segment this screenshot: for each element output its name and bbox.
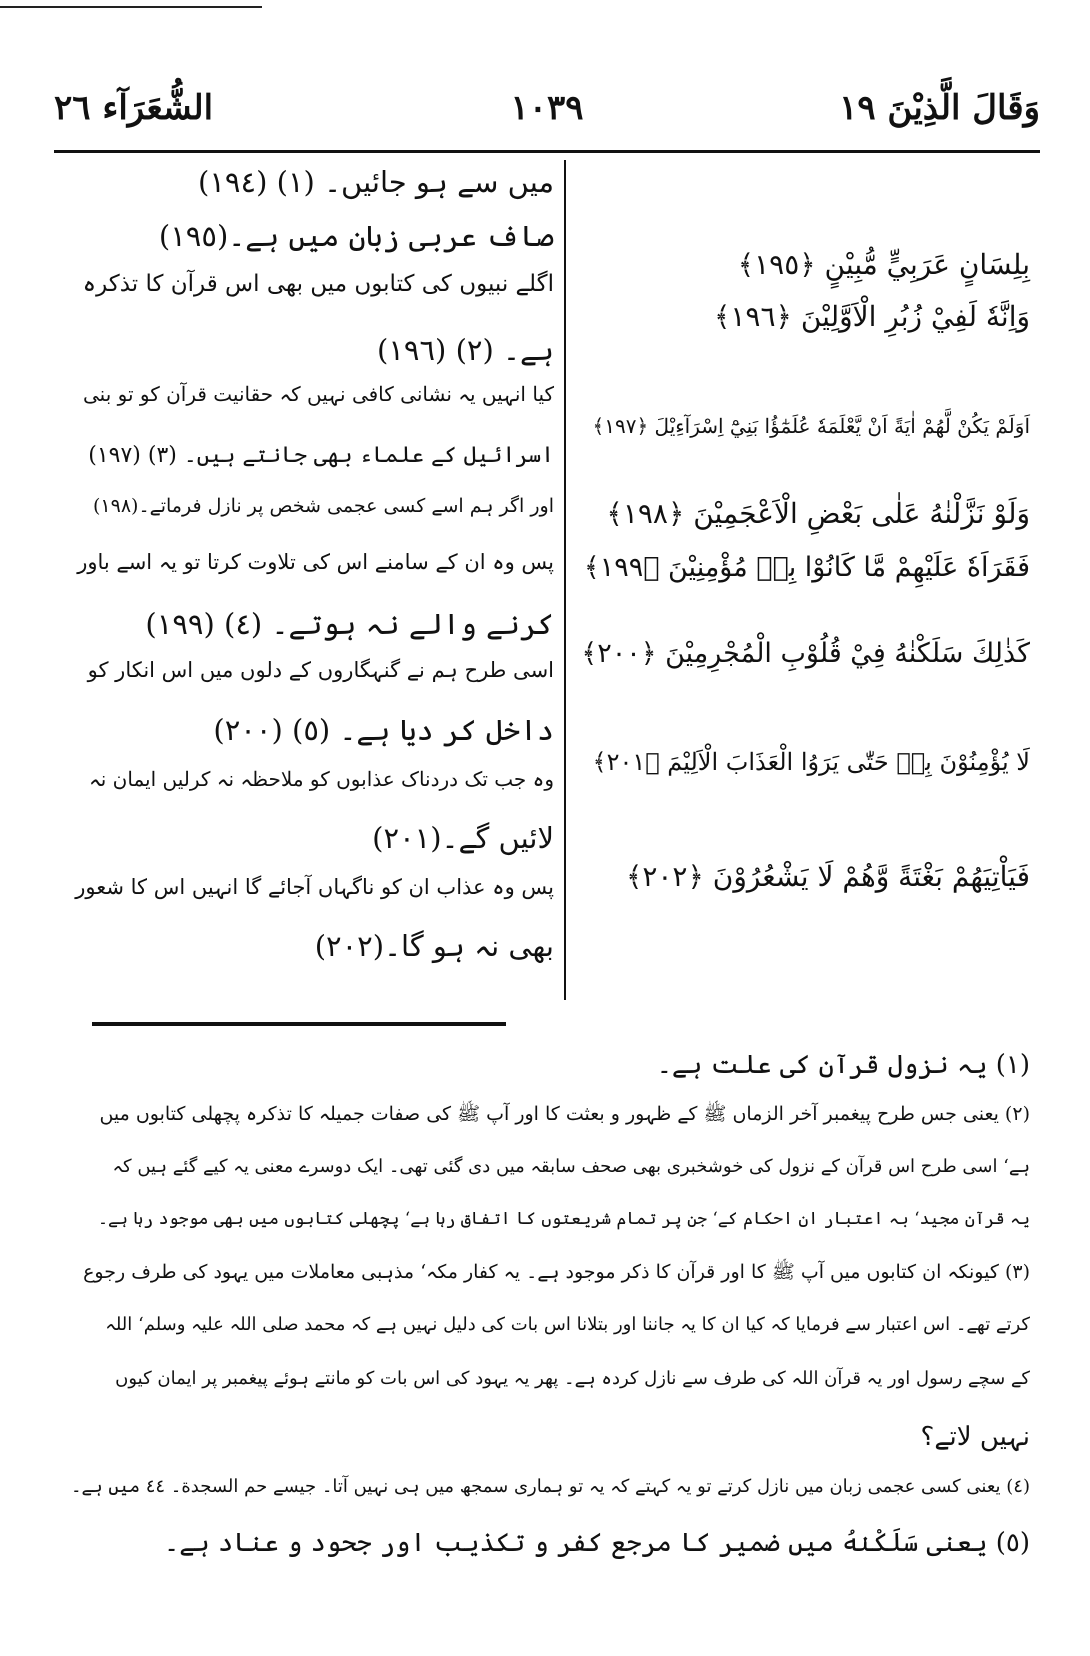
header-rule bbox=[54, 150, 1040, 153]
footnote-line: نہیں لاتے؟ bbox=[920, 1422, 1030, 1452]
surah-title: الشُّعَرَآء ٢٦ bbox=[54, 88, 214, 128]
translation-line: صاف عربی زبان میں ہے۔(١٩٥) bbox=[158, 219, 554, 253]
translation-line: اسرائیل کے علماء بھی جانتے ہیں۔ (٣) (١٩٧) bbox=[88, 443, 554, 468]
translation-line: ہے۔ (٢) (١٩٦) bbox=[376, 333, 554, 367]
footnote-line: یہ قرآن مجید‘ بہ اعتبار ان احکام کے‘ جن پر تمام شریعتوں کا اتفاق رہا ہے‘ پچھلی کتابوں میں بھی موجود رہا ہے۔ bbox=[98, 1209, 1030, 1229]
translation-line: پس وہ ان کے سامنے اس کی تلاوت کرتا تو یہ اسے باور bbox=[77, 550, 554, 574]
translation-line: وہ جب تک دردناک عذابوں کو ملاحظہ نہ کرلیں ایمان نہ bbox=[89, 767, 554, 791]
para-title: وَقَالَ الَّذِيْنَ ١٩ bbox=[839, 88, 1040, 128]
arabic-verse: وَلَوْ نَزَّلْنٰهُ عَلٰى بَعْضِ الْاَعْجَمِيْنَ ﴿١٩٨﴾ bbox=[606, 497, 1030, 530]
arabic-verse: اَوَلَمْ يَكُنْ لَّهُمْ اٰيَةً اَنْ يَّعْلَمَهٗ عُلَمٰٓؤُا بَنِيْٓ اِسْرَآءِيْلَ ﴿١٩٧﴾ bbox=[592, 414, 1030, 438]
arabic-verse: وَاِنَّهٗ لَفِيْ زُبُرِ الْاَوَّلِيْنَ ﴿١٩٦﴾ bbox=[713, 300, 1030, 333]
arabic-verse: بِلِسَانٍ عَرَبِيٍّ مُّبِيْنٍ ﴿١٩٥﴾ bbox=[737, 248, 1030, 281]
translation-line: اگلے نبیوں کی کتابوں میں بھی اس قرآن کا تذکرہ bbox=[82, 271, 554, 297]
footnote-line: کرتے تھے۔ اس اعتبار سے فرمایا کہ کیا ان کا یہ جاننا اور بتلانا اس بات کی دلیل نہیں ہے کہ محمد صلی اللہ علیہ وسلم‘ اللہ bbox=[105, 1314, 1030, 1335]
arabic-verse: فَقَرَاَهٗ عَلَيْهِمْ مَّا كَانُوْا بِهٖ مُؤْمِنِيْنَ ﴿١٩٩﴾ bbox=[583, 552, 1030, 583]
translation-line: بھی نہ ہو گا۔(٢٠٢) bbox=[314, 929, 554, 963]
column-divider bbox=[564, 160, 566, 1000]
page-number: ١٠٣٩ bbox=[510, 88, 584, 128]
translation-line: لائیں گے۔(٢٠١) bbox=[372, 821, 554, 855]
translation-line: میں سے ہو جائیں۔ (١) (١٩٤) bbox=[198, 165, 554, 199]
footnote-line: (٢) یعنی جس طرح پیغمبر آخر الزماں ﷺ کے ظہور و بعثت کا اور آپ ﷺ کی صفات جمیلہ کا تذکرہ پچھلی کتابوں میں bbox=[99, 1103, 1030, 1125]
arabic-verse: كَذٰلِكَ سَلَكْنٰهُ فِيْ قُلُوْبِ الْمُجْرِمِيْنَ ﴿٢٠٠﴾ bbox=[581, 638, 1030, 669]
arabic-verse: لَا يُؤْمِنُوْنَ بِهٖ حَتّٰى يَرَوُا الْعَذَابَ الْاَلِيْمَ ﴿٢٠١﴾ bbox=[592, 748, 1030, 776]
footnote-line: (٥) یعنی سَلَكْنٰهُ میں ضمیر کا مرجع کفر و تکذیب اور جحود و عناد ہے۔ bbox=[164, 1528, 1030, 1558]
translation-line: داخل کر دیا ہے۔ (٥) (٢٠٠) bbox=[213, 713, 554, 747]
footnote-line: (٤) یعنی کسی عجمی زبان میں نازل کرتے تو یہ کہتے کہ یہ تو ہماری سمجھ میں ہی نہیں آتا۔ جیسے حم السجدة۔ ٤٤ میں ہے۔ bbox=[71, 1476, 1030, 1497]
translation-line: پس وہ عذاب ان کو ناگہاں آجائے گا انہیں اس کا شعور bbox=[75, 875, 554, 899]
translation-line: کیا انہیں یہ نشانی کافی نہیں کہ حقانیت قرآن کو تو بنی bbox=[82, 382, 554, 406]
footnote-line: کے سچے رسول اور یہ قرآن اللہ کی طرف سے نازل کردہ ہے۔ پھر یہ یہود کی اس بات کو مانتے ہوئے پیغمبر پر ایمان کیوں bbox=[115, 1368, 1030, 1389]
footnote-line: (١) یہ نزول قرآن کی علت ہے۔ bbox=[656, 1050, 1030, 1080]
verse-columns bbox=[54, 160, 1040, 990]
footnote-line: (٣) کیونکہ ان کتابوں میں آپ ﷺ کا اور قرآن کا ذکر موجود ہے۔ یہ کفار مکہ‘ مذہبی معاملات میں یہود کی طرف رجوع bbox=[83, 1261, 1030, 1283]
arabic-verse: فَيَاْتِيَهُمْ بَغْتَةً وَّهُمْ لَا يَشْعُرُوْنَ ﴿٢٠٢﴾ bbox=[625, 860, 1030, 893]
footnote-rule bbox=[92, 1022, 506, 1026]
top-margin-rule bbox=[0, 6, 262, 8]
footnote-line: ہے‘ اسی طرح اس قرآن کے نزول کی خوشخبری بھی صحف سابقہ میں دی گئی تھی۔ ایک دوسرے معنی یہ کیے گئے ہیں کہ bbox=[112, 1156, 1030, 1177]
translation-line: اسی طرح ہم نے گنہگاروں کے دلوں میں اس انکار کو bbox=[87, 658, 554, 682]
page-header bbox=[54, 70, 1040, 160]
translation-line: اور اگر ہم اسے کسی عجمی شخص پر نازل فرماتے۔(١٩٨) bbox=[93, 495, 554, 517]
translation-line: کرنے والے نہ ہوتے۔ (٤) (١٩٩) bbox=[145, 607, 554, 641]
